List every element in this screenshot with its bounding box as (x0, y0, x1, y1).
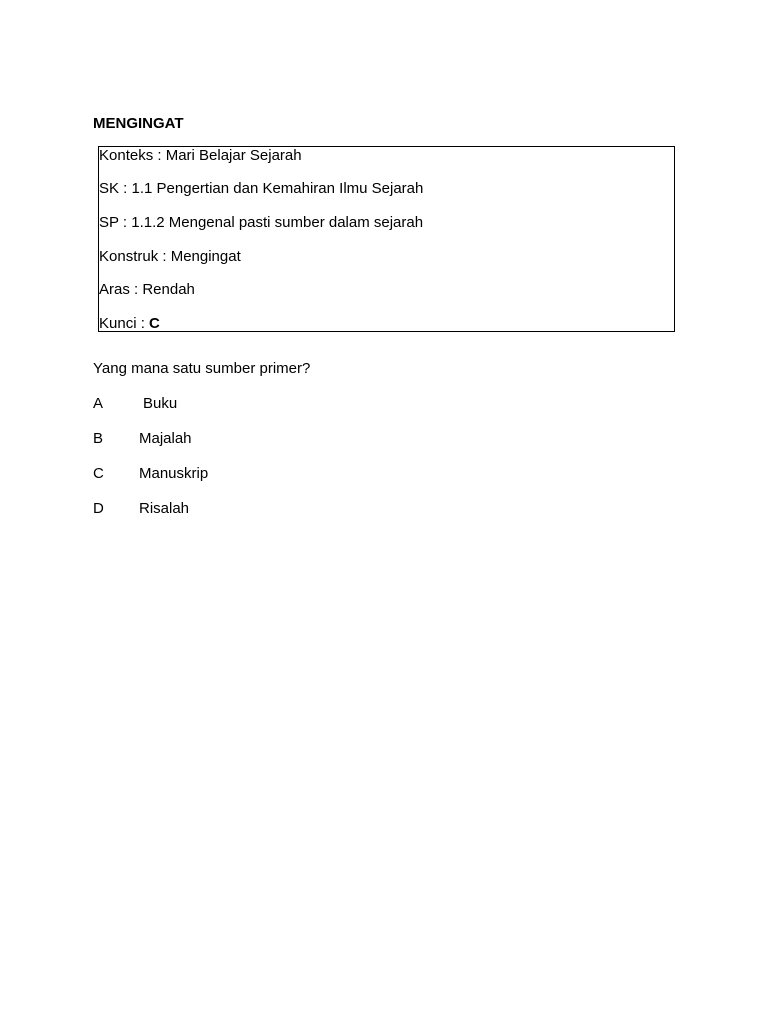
question-info-box (98, 146, 675, 332)
option-letter: D (93, 500, 104, 517)
option-c (93, 465, 393, 483)
option-text: Manuskrip (139, 465, 209, 482)
option-d (93, 500, 393, 518)
question-text: Yang mana satu sumber primer? (93, 360, 311, 377)
option-letter: C (93, 465, 104, 482)
kunci-line (99, 315, 160, 333)
sk-line: SK : 1.1 Pengertian dan Kemahiran Ilmu Sejarah (99, 180, 424, 197)
option-a (93, 395, 393, 413)
aras-line: Aras : Rendah (99, 281, 195, 298)
kunci-label: Kunci : (99, 315, 150, 332)
section-heading: MENGINGAT (93, 115, 184, 132)
option-text: Risalah (139, 500, 190, 517)
konteks-line: Konteks : Mari Belajar Sejarah (99, 147, 302, 164)
option-b (93, 430, 393, 448)
option-letter: A (93, 395, 104, 412)
option-text: Buku (143, 395, 178, 412)
konstruk-line: Konstruk : Mengingat (99, 248, 241, 265)
option-text: Majalah (139, 430, 192, 447)
option-letter: B (93, 430, 104, 447)
sp-line: SP : 1.1.2 Mengenal pasti sumber dalam sejarah (99, 214, 424, 231)
kunci-value: C (149, 315, 160, 332)
